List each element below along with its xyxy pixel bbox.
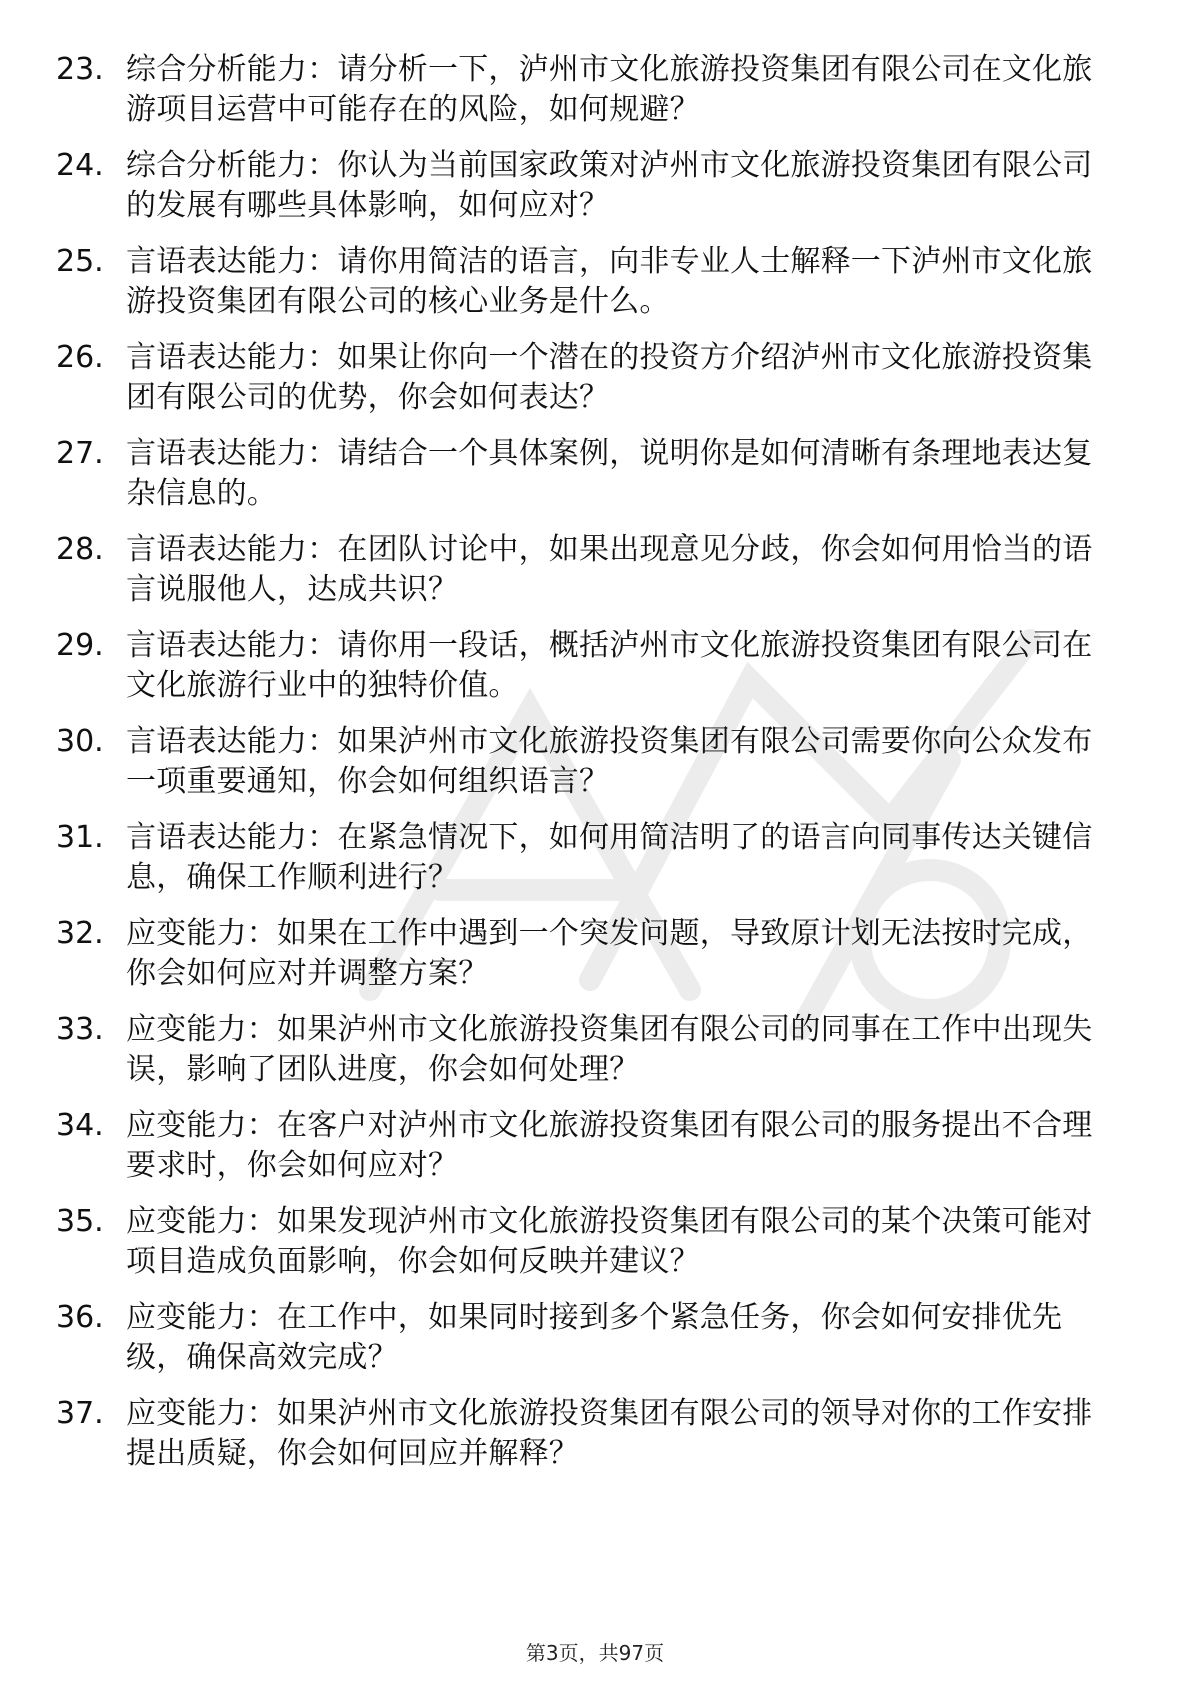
question-text: 综合分析能力：你认为当前国家政策对泸州市文化旅游投资集团有限公司的发展有哪些具体影响，如何应对？ bbox=[126, 148, 1093, 223]
question-item bbox=[56, 338, 1116, 434]
question-item bbox=[56, 1106, 1116, 1202]
question-text: 言语表达能力：在紧急情况下，如何用简洁明了的语言向同事传达关键信息，确保工作顺利进行？ bbox=[126, 820, 1093, 895]
question-text: 应变能力：如果泸州市文化旅游投资集团有限公司的领导对你的工作安排提出质疑，你会如何回应并解释？ bbox=[126, 1396, 1093, 1471]
question-item bbox=[56, 1010, 1116, 1106]
question-text: 言语表达能力：在团队讨论中，如果出现意见分歧，你会如何用恰当的语言说服他人，达成共识？ bbox=[126, 532, 1093, 607]
question-text: 应变能力：在客户对泸州市文化旅游投资集团有限公司的服务提出不合理要求时，你会如何应对？ bbox=[126, 1108, 1093, 1183]
question-item bbox=[56, 1202, 1116, 1298]
question-number: 31. bbox=[56, 820, 104, 855]
question-text: 应变能力：如果发现泸州市文化旅游投资集团有限公司的某个决策可能对项目造成负面影响，你会如何反映并建议？ bbox=[126, 1204, 1093, 1279]
question-item bbox=[56, 626, 1116, 722]
question-number: 37. bbox=[56, 1396, 104, 1431]
question-item bbox=[56, 146, 1116, 242]
question-number: 24. bbox=[56, 148, 104, 183]
question-number: 35. bbox=[56, 1204, 104, 1239]
question-number: 34. bbox=[56, 1108, 104, 1143]
question-text: 言语表达能力：如果泸州市文化旅游投资集团有限公司需要你向公众发布一项重要通知，你会如何组织语言？ bbox=[126, 724, 1093, 799]
question-text: 言语表达能力：请结合一个具体案例，说明你是如何清晰有条理地表达复杂信息的。 bbox=[126, 436, 1093, 511]
question-number: 23. bbox=[56, 52, 104, 87]
question-number: 36. bbox=[56, 1300, 104, 1335]
question-number: 27. bbox=[56, 436, 104, 471]
question-number: 33. bbox=[56, 1012, 104, 1047]
question-item bbox=[56, 242, 1116, 338]
question-item bbox=[56, 530, 1116, 626]
question-item bbox=[56, 722, 1116, 818]
question-number: 32. bbox=[56, 916, 104, 951]
question-text: 综合分析能力：请分析一下，泸州市文化旅游投资集团有限公司在文化旅游项目运营中可能存在的风险，如何规避？ bbox=[126, 52, 1093, 127]
question-item bbox=[56, 434, 1116, 530]
question-text: 应变能力：如果在工作中遇到一个突发问题，导致原计划无法按时完成，你会如何应对并调整方案？ bbox=[126, 916, 1093, 991]
question-number: 28. bbox=[56, 532, 104, 567]
question-number: 30. bbox=[56, 724, 104, 759]
question-text: 言语表达能力：请你用简洁的语言，向非专业人士解释一下泸州市文化旅游投资集团有限公司的核心业务是什么。 bbox=[126, 244, 1093, 319]
page-number-footer: 第3页，共97页 bbox=[525, 1641, 665, 1665]
question-item bbox=[56, 818, 1116, 914]
question-number: 29. bbox=[56, 628, 104, 663]
question-item bbox=[56, 1298, 1116, 1394]
question-number: 25. bbox=[56, 244, 104, 279]
question-text: 言语表达能力：如果让你向一个潜在的投资方介绍泸州市文化旅游投资集团有限公司的优势，你会如何表达？ bbox=[126, 340, 1093, 415]
question-number: 26. bbox=[56, 340, 104, 375]
question-text: 应变能力：在工作中，如果同时接到多个紧急任务，你会如何安排优先级，确保高效完成？ bbox=[126, 1300, 1063, 1375]
question-item bbox=[56, 914, 1116, 1010]
question-text: 应变能力：如果泸州市文化旅游投资集团有限公司的同事在工作中出现失误，影响了团队进度，你会如何处理？ bbox=[126, 1012, 1093, 1087]
question-item bbox=[56, 50, 1116, 146]
question-text: 言语表达能力：请你用一段话，概括泸州市文化旅游投资集团有限公司在文化旅游行业中的独特价值。 bbox=[126, 628, 1093, 703]
question-list bbox=[56, 50, 1116, 1490]
question-item bbox=[56, 1394, 1116, 1490]
